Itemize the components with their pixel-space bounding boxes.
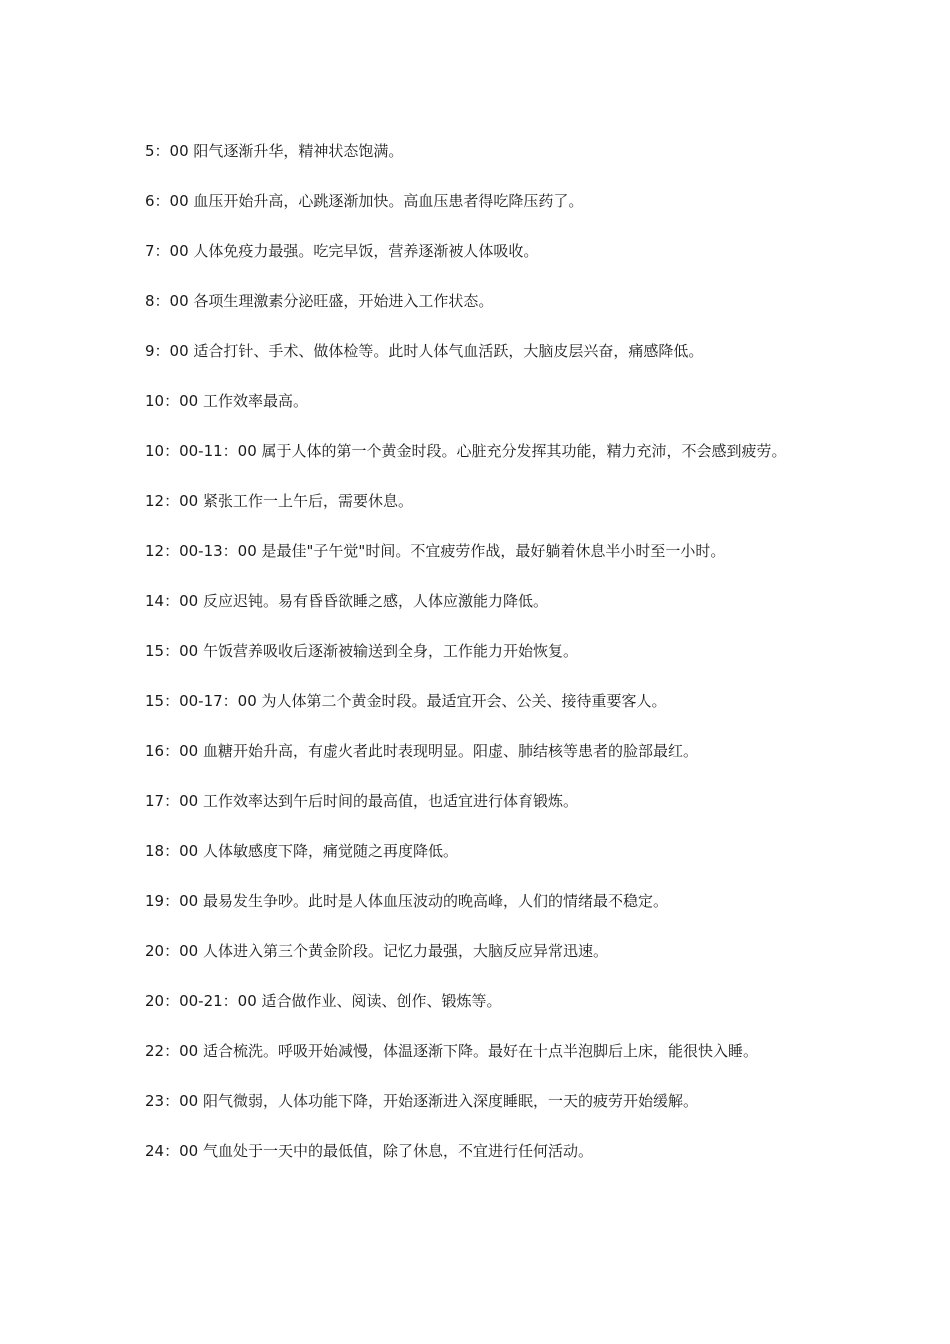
paragraph-1900: 19：00 最易发生争吵。此时是人体血压波动的晚高峰，人们的情绪最不稳定。 bbox=[145, 892, 668, 910]
paragraph-1000: 10：00 工作效率最高。 bbox=[145, 392, 308, 410]
paragraph-1400: 14：00 反应迟钝。易有昏昏欲睡之感，人体应激能力降低。 bbox=[145, 592, 548, 610]
paragraph-2400: 24：00 气血处于一天中的最低值，除了休息，不宜进行任何活动。 bbox=[145, 1142, 593, 1160]
paragraph-0800: 8：00 各项生理激素分泌旺盛，开始进入工作状态。 bbox=[145, 292, 494, 310]
paragraph-1700: 17：00 工作效率达到午后时间的最高值，也适宜进行体育锻炼。 bbox=[145, 792, 578, 810]
paragraph-1600: 16：00 血糖开始升高，有虚火者此时表现明显。阳虚、肺结核等患者的脸部最红。 bbox=[145, 742, 698, 760]
paragraph-1200: 12：00 紧张工作一上午后，需要休息。 bbox=[145, 492, 413, 510]
document-body bbox=[145, 139, 815, 1189]
paragraph-1500-1700: 15：00-17：00 为人体第二个黄金时段。最适宜开会、公关、接待重要客人。 bbox=[145, 692, 667, 710]
paragraph-0700: 7：00 人体免疫力最强。吃完早饭，营养逐渐被人体吸收。 bbox=[145, 242, 539, 260]
paragraph-2300: 23：00 阳气微弱，人体功能下降，开始逐渐进入深度睡眠，一天的疲劳开始缓解。 bbox=[145, 1092, 698, 1110]
paragraph-1500: 15：00 午饭营养吸收后逐渐被输送到全身，工作能力开始恢复。 bbox=[145, 642, 578, 660]
paragraph-0600: 6：00 血压开始升高，心跳逐渐加快。高血压患者得吃降压药了。 bbox=[145, 192, 584, 210]
paragraph-1800: 18：00 人体敏感度下降，痛觉随之再度降低。 bbox=[145, 842, 458, 860]
paragraph-0500: 5：00 阳气逐渐升华，精神状态饱满。 bbox=[145, 142, 404, 160]
paragraph-1200-1300: 12：00-13：00 是最佳"子午觉"时间。不宜疲劳作战，最好躺着休息半小时至一小时。 bbox=[145, 542, 726, 560]
paragraph-1000-1100: 10：00-11：00 属于人体的第一个黄金时段。心脏充分发挥其功能，精力充沛，不会感到疲劳。 bbox=[145, 442, 787, 460]
paragraph-2000: 20：00 人体进入第三个黄金阶段。记忆力最强，大脑反应异常迅速。 bbox=[145, 942, 608, 960]
paragraph-2200: 22：00 适合梳洗。呼吸开始减慢，体温逐渐下降。最好在十点半泡脚后上床，能很快入睡。 bbox=[145, 1042, 758, 1060]
paragraph-0900: 9：00 适合打针、手术、做体检等。此时人体气血活跃，大脑皮层兴奋，痛感降低。 bbox=[145, 342, 704, 360]
paragraph-2000-2100: 20：00-21：00 适合做作业、阅读、创作、锻炼等。 bbox=[145, 992, 502, 1010]
